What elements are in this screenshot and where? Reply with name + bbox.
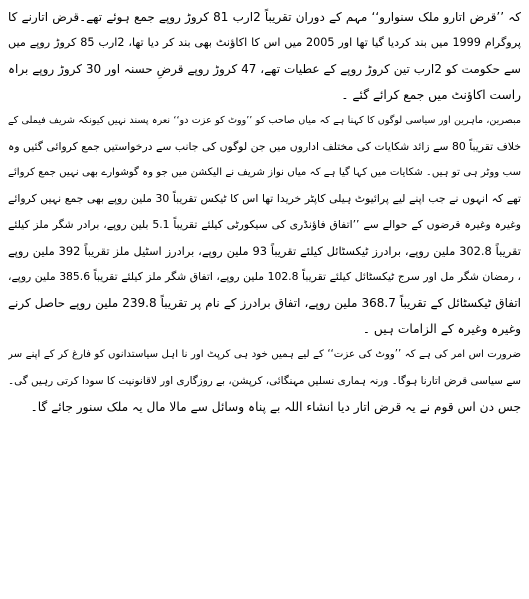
text-line: اتفاق ٹیکسٹائل کے تقریباً 368.7 ملین روپے، اتفاق برادرز کے نام پر تقریباً 239.8 ملین روپے حاصل کرنے bbox=[8, 296, 521, 310]
text-line: راست اکاؤنٹ میں جمع کرائے گئے ۔ bbox=[341, 88, 521, 102]
text-line: جس دن اس قوم نے یہ قرض اتار دیا انشاء اللہ بے پناہ وسائل سے مالا مال یہ ملک سنور جائے گا۔ bbox=[30, 400, 521, 414]
text-line: سے حکومت کو 2ارب تین کروڑ روپے کے عطیات تھے، 47 کروڑ روپے قرضِ حسنہ اور 30 کروڑ روپے براہ bbox=[8, 62, 521, 76]
text-line: پروگرام 1999 میں بند کردیا گیا تھا اور 2005 میں اس کا اکاؤنٹ بھی بند کر دیا تھا، 2ارب 85 کروڑ روپے میں bbox=[8, 36, 521, 49]
text-line: ضرورت اس امر کی ہے کہ ’’ووٹ کی عزت‘‘ کے لیے ہمیں خود ہی کرپٹ اور نا اہل سیاستدانوں کو فارغ کر کے اپنے سر bbox=[8, 349, 521, 360]
paragraph-loan-campaign bbox=[8, 4, 521, 108]
paragraph-complaints bbox=[8, 108, 521, 342]
text-line: وغیرہ وغیرہ کے الزامات ہیں ۔ bbox=[362, 322, 521, 336]
paragraph-conclusion bbox=[8, 342, 521, 420]
text-line: ، رمضان شگر مل اور سرج ٹیکسٹائل کیلئے تقریباً 102.8 ملین روپے، اتفاق شگر ملز کیلئے تقریباً 385.6 ملین روپے، bbox=[8, 270, 521, 283]
text-line: تھے کہ انہوں نے جب اپنے لیے پرائیوٹ ہیلی کاپٹر خریدا تھا اس کا ٹیکس تقریباً 30 ملین روپے بھی جمع نہیں کروائے bbox=[8, 192, 521, 205]
text-line: مبصرین، ماہرین اور سیاسی لوگوں کا کہنا ہے کہ میاں صاحب کو ’’ووٹ کو عزت دو‘‘ نعرہ پسند نہیں کیونکہ شریف فیملی کے bbox=[8, 115, 521, 126]
text-line: سب ووٹر ہی تو ہیں۔ شکایات میں کہا گیا ہے کہ میاں نواز شریف نے الیکشن میں جو وہ گوشوارے بھی نہیں جمع کروائے bbox=[8, 167, 521, 178]
text-line: وغیرہ وغیرہ قرضوں کے حوالے سے ’’اتفاق فاؤنڈری کی سیکورٹی کیلئے تقریباً 5.1 بلین روپے، برادر شگر ملز کیلئے bbox=[8, 218, 521, 231]
text-line: تقریباً 302.8 ملین روپے، برادرز ٹیکسٹائل کیلئے تقریباً 93 ملین روپے، برادرز اسٹیل ملز تقریباً 392 ملین روپے bbox=[8, 244, 521, 258]
text-line: خلاف تقریباً 80 سے زائد شکایات کی مختلف اداروں میں جن لوگوں کی جانب سے درخواستیں جمع کروائی گئیں وہ bbox=[8, 140, 521, 153]
text-line: سے سیاسی قرض اتارنا ہوگا۔ ورنہ ہماری نسلیں مہنگائی، کرپشن، بے روزگاری اور لاقانونیت کا سودا کرتی رہیں گی۔ bbox=[8, 375, 521, 387]
text-line: کہ ’’قرض اتارو ملک سنوارو‘‘ مہم کے دوران تقریباً 2ارب 81 کروڑ روپے جمع ہوئے تھے۔قرض اتارنے کا bbox=[8, 10, 521, 24]
